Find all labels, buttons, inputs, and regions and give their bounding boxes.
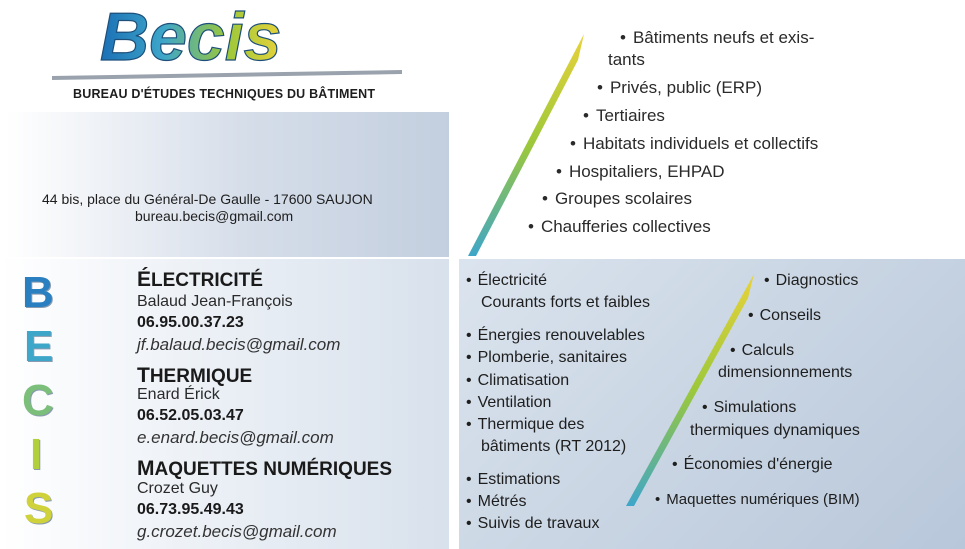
- service-item: dimensionnements: [718, 364, 853, 381]
- bullet-icon: •: [466, 372, 472, 389]
- bullet-icon: •: [466, 471, 472, 488]
- company-address: 44 bis, place du Général-De Gaulle - 17600 SAUJON: [42, 191, 373, 207]
- bullet-icon: •: [542, 189, 548, 208]
- vertical-letter: E: [24, 322, 54, 371]
- bullet-icon: •: [730, 342, 736, 359]
- service-item: • Plomberie, sanitaires: [466, 349, 628, 366]
- building-type-item: • Privés, public (ERP): [597, 78, 763, 97]
- service-item: Courants forts et faibles: [481, 294, 650, 311]
- address-panel: [6, 112, 449, 257]
- building-type-item: • Habitats individuels et collectifs: [570, 134, 819, 153]
- vertical-letter: C: [22, 376, 54, 425]
- bullet-icon: •: [702, 399, 708, 416]
- bullet-icon: •: [466, 327, 472, 344]
- service-item: • Ventilation: [466, 394, 552, 411]
- bullet-icon: •: [583, 106, 589, 125]
- service-item: • Électricité: [466, 272, 547, 289]
- bullet-icon: •: [672, 456, 678, 473]
- logo-text: Becis: [100, 4, 282, 75]
- service-item: • Métrés: [466, 493, 527, 510]
- service-item: thermiques dynamiques: [690, 422, 860, 439]
- bullet-icon: •: [620, 28, 626, 47]
- contact-email[interactable]: jf.balaud.becis@gmail.com: [137, 335, 341, 354]
- contact-email[interactable]: g.crozet.becis@gmail.com: [137, 522, 337, 541]
- bullet-icon: •: [466, 394, 472, 411]
- contact-phone[interactable]: 06.52.05.03.47: [137, 407, 244, 424]
- building-type-item: tants: [608, 50, 645, 69]
- service-item: • Conseils: [748, 307, 821, 324]
- service-item: • Diagnostics: [764, 272, 859, 289]
- building-type-item: • Groupes scolaires: [542, 189, 692, 208]
- contact-email[interactable]: e.enard.becis@gmail.com: [137, 428, 334, 447]
- service-item: bâtiments (RT 2012): [481, 438, 627, 455]
- service-item: • Calculs: [730, 342, 795, 359]
- bullet-icon: •: [764, 272, 770, 289]
- vertical-letter: S: [24, 484, 54, 533]
- contact-name: Enard Érick: [137, 386, 220, 403]
- bullet-icon: •: [748, 307, 754, 324]
- becis-logo: [52, 4, 402, 84]
- bullet-icon: •: [466, 515, 472, 532]
- service-item: • Énergies renouvelables: [466, 327, 645, 344]
- bullet-icon: •: [528, 217, 534, 236]
- contact-phone[interactable]: 06.95.00.37.23: [137, 314, 244, 331]
- contact-name: Crozet Guy: [137, 480, 218, 497]
- bullet-icon: •: [597, 78, 603, 97]
- service-item: • Maquettes numériques (BIM): [655, 491, 860, 508]
- contact-phone[interactable]: 06.73.95.49.43: [137, 501, 244, 518]
- vertical-letter: B: [22, 268, 54, 317]
- service-item: • Estimations: [466, 471, 561, 488]
- company-subtitle: BUREAU D'ÉTUDES TECHNIQUES DU BÂTIMENT: [73, 87, 376, 101]
- section-title-electricite: ÉLECTRICITÉ: [137, 268, 263, 291]
- bullet-icon: •: [570, 134, 576, 153]
- building-type-item: • Bâtiments neufs et exis-: [620, 28, 815, 47]
- contact-name: Balaud Jean-François: [137, 293, 293, 310]
- bullet-icon: •: [556, 162, 562, 181]
- building-type-item: • Chaufferies collectives: [528, 217, 711, 236]
- building-type-item: • Hospitaliers, EHPAD: [556, 162, 725, 181]
- bullet-icon: •: [655, 491, 661, 508]
- section-title-thermique: THERMIQUE: [137, 364, 253, 387]
- section-title-maquettes: MAQUETTES NUMÉRIQUES: [137, 457, 393, 480]
- bullet-icon: •: [466, 416, 472, 433]
- bullet-icon: •: [466, 349, 472, 366]
- service-item: • Économies d'énergie: [672, 456, 833, 473]
- bullet-icon: •: [466, 493, 472, 510]
- service-item: • Simulations: [702, 399, 797, 416]
- service-item: • Climatisation: [466, 372, 570, 389]
- bullet-icon: •: [466, 272, 472, 289]
- service-item: • Suivis de travaux: [466, 515, 600, 532]
- company-email[interactable]: bureau.becis@gmail.com: [135, 208, 294, 224]
- service-item: • Thermique des: [466, 416, 585, 433]
- vertical-letter: I: [30, 430, 43, 479]
- building-type-item: • Tertiaires: [583, 106, 665, 125]
